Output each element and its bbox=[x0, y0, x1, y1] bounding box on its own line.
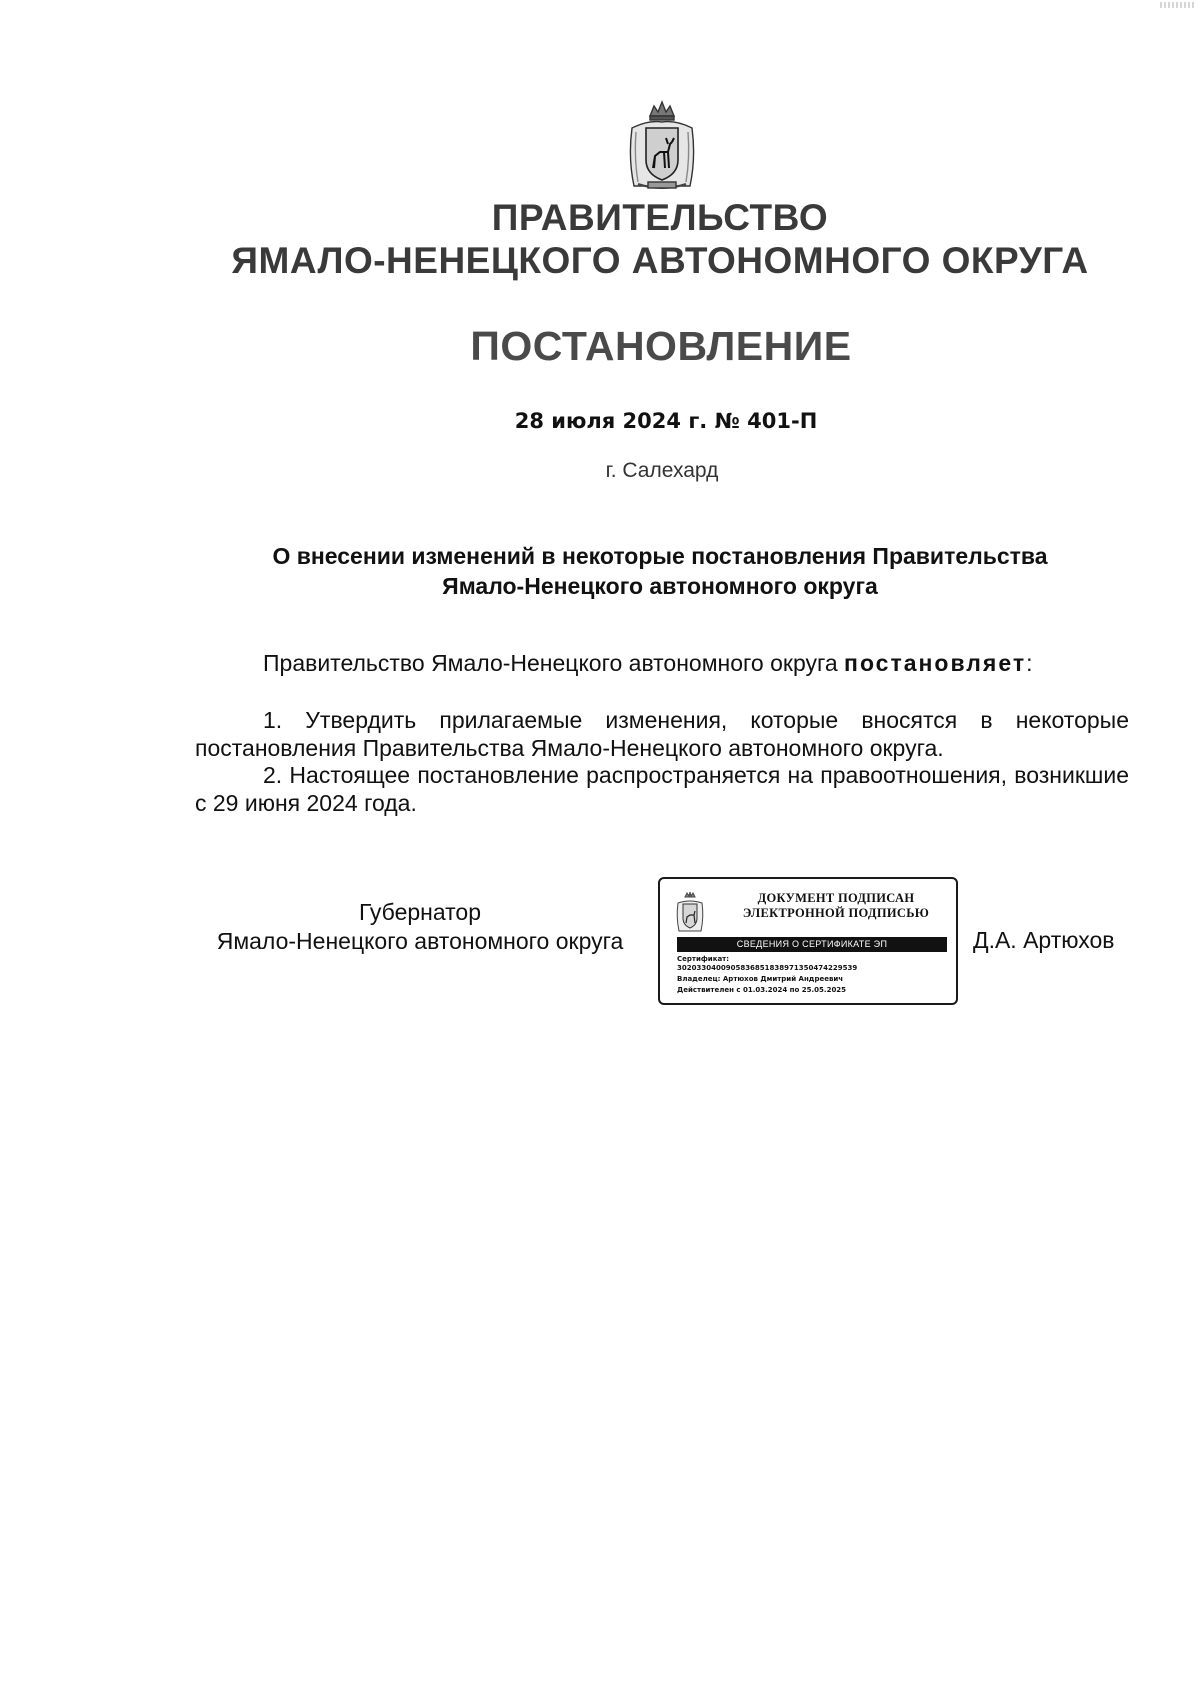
preamble bbox=[263, 650, 1032, 677]
stamp-title-line1: ДОКУМЕНТ ПОДПИСАН bbox=[757, 891, 915, 905]
preamble-colon: : bbox=[1026, 650, 1033, 676]
stamp-title bbox=[720, 891, 952, 921]
document-type: ПОСТАНОВЛЕНИЕ bbox=[470, 323, 852, 369]
document-date-number: 28 июля 2024 г. № 401-П bbox=[514, 409, 818, 433]
paragraph-1: 1. Утвердить прилагаемые изменения, которые вносятся в некоторые постановления Правительства Ямало-Ненецкого автономного округа. bbox=[195, 707, 1129, 761]
electronic-signature-stamp bbox=[658, 877, 958, 1005]
document-subject bbox=[200, 541, 1120, 601]
document-city: г. Салехард bbox=[605, 459, 719, 482]
signatory-name: Д.А. Артюхов bbox=[973, 927, 1115, 953]
signatory-position bbox=[195, 898, 645, 956]
position-line1: Губернатор bbox=[358, 899, 482, 925]
preamble-text: Правительство Ямало-Ненецкого автономного округа bbox=[263, 650, 845, 676]
organization-name-line2: ЯМАЛО-НЕНЕЦКОГО АВТОНОМНОГО ОКРУГА bbox=[231, 240, 1089, 281]
certificate-validity: Действителен с 01.03.2024 по 25.05.2025 bbox=[677, 986, 847, 994]
position-line2: Ямало-Ненецкого автономного округа bbox=[216, 928, 624, 954]
stamp-title-line2: ЭЛЕКТРОННОЙ ПОДПИСЬЮ bbox=[742, 906, 930, 920]
subject-line2: Ямало-Ненецкого автономного округа bbox=[442, 573, 878, 599]
certificate-number: 3020330400905836851838971350474229539 bbox=[677, 964, 858, 972]
certificate-label: Сертификат: bbox=[677, 955, 730, 963]
certificate-info-bar: СВЕДЕНИЯ О СЕРТИФИКАТЕ ЭП bbox=[677, 937, 947, 952]
subject-line1: О внесении изменений в некоторые постановления Правительства bbox=[272, 543, 1048, 569]
coat-of-arms-icon bbox=[624, 98, 700, 194]
scan-mark bbox=[1160, 2, 1194, 8]
organization-name-line1: ПРАВИТЕЛЬСТВО bbox=[491, 197, 829, 238]
certificate-owner: Владелец: Артюхов Дмитрий Андреевич bbox=[677, 975, 844, 983]
paragraph-2: 2. Настоящее постановление распространяется на правоотношения, возникшие с 29 июня 2024 года. bbox=[195, 762, 1129, 816]
coat-of-arms-icon bbox=[674, 891, 706, 935]
preamble-resolves: постановляет bbox=[844, 650, 1027, 676]
